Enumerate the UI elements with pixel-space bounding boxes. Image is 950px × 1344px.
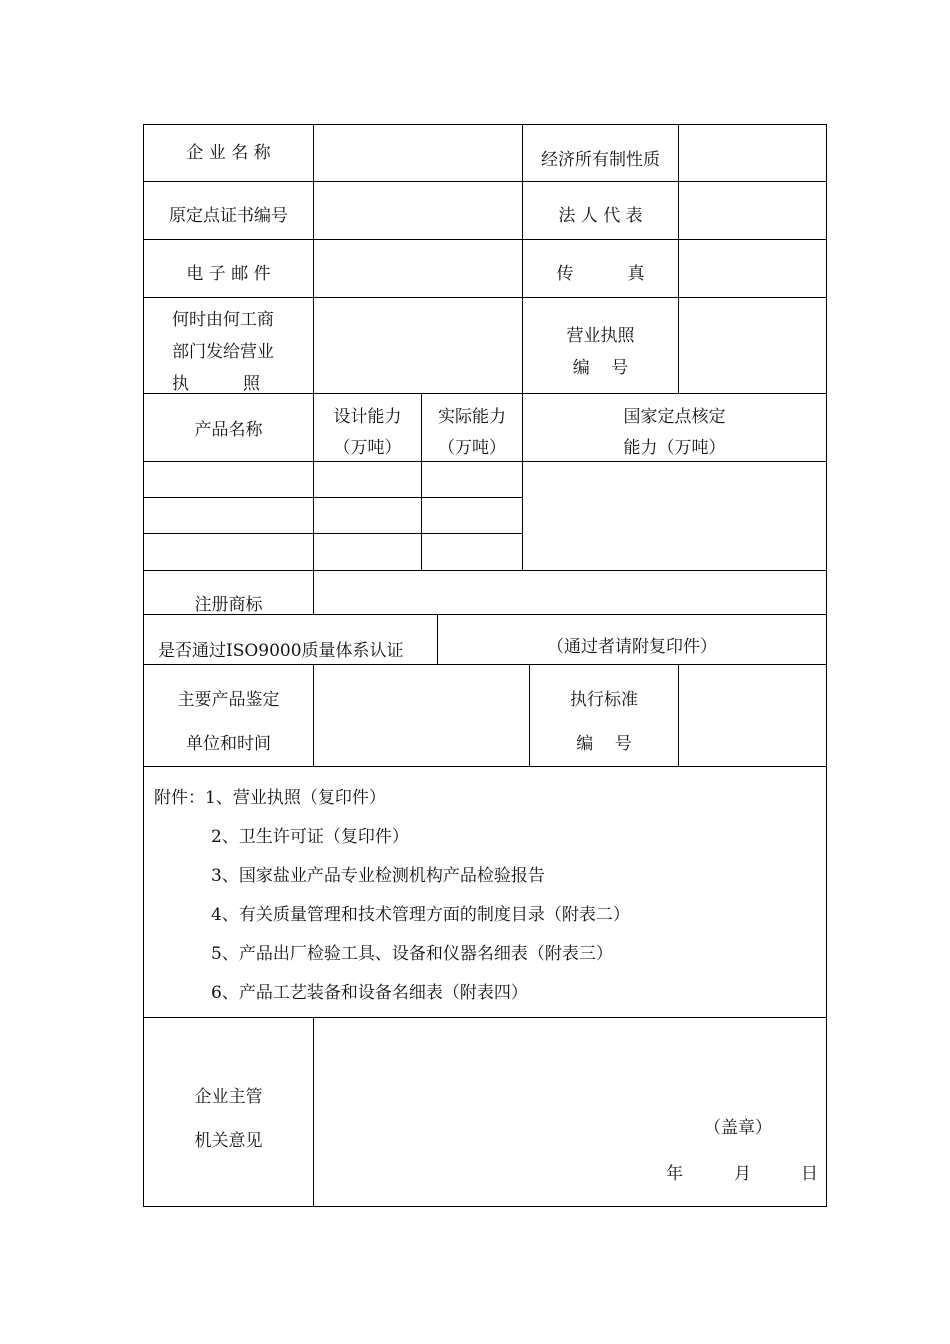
header-product-name: 产品名称 — [194, 420, 263, 440]
attachment-item: 6、产品工艺装备和设备名细表（附表四） — [211, 983, 528, 1003]
attachment-item: 5、产品出厂检验工具、设备和仪器名细表（附表三） — [211, 944, 613, 964]
design-capacity-field-3[interactable] — [313, 533, 422, 571]
label-license-issuer-line1: 何时由何工商 — [172, 310, 274, 330]
fax-field[interactable] — [678, 239, 827, 298]
label-appraisal-line2: 单位和时间 — [186, 734, 271, 754]
label-authority-line2: 机关意见 — [194, 1131, 263, 1151]
standard-field[interactable] — [678, 664, 827, 767]
product-name-field-2[interactable] — [143, 497, 314, 534]
iso-note: （通过者请附复印件） — [547, 637, 717, 657]
authority-opinion-field[interactable] — [313, 1017, 827, 1207]
label-legal-rep-cell — [522, 181, 679, 240]
header-design-capacity-line2: （万吨） — [333, 438, 402, 458]
label-authority-cell — [143, 1017, 314, 1207]
header-national-capacity-line1: 国家定点核定 — [623, 407, 726, 427]
design-capacity-field-2[interactable] — [313, 497, 422, 534]
header-national-capacity-line2: 能力（万吨） — [623, 438, 726, 458]
iso-field[interactable] — [437, 614, 827, 665]
label-company-name: 企 业 名 称 — [186, 143, 271, 163]
header-actual-capacity-cell — [421, 393, 523, 462]
label-license-issuer-cell — [143, 297, 314, 394]
trademark-field[interactable] — [313, 570, 827, 615]
label-trademark: 注册商标 — [194, 595, 263, 615]
actual-capacity-field-3[interactable] — [421, 533, 523, 571]
ownership-field[interactable] — [678, 124, 827, 182]
label-license-no-cell — [522, 297, 679, 394]
license-no-field[interactable] — [678, 297, 827, 394]
label-standard-line1: 执行标准 — [570, 690, 638, 710]
label-email: 电 子 邮 件 — [186, 264, 271, 284]
attachments-cell — [143, 766, 827, 1018]
label-standard-line2: 编 号 — [576, 734, 632, 754]
header-design-capacity-line1: 设计能力 — [333, 407, 402, 427]
header-product-name-cell — [143, 393, 314, 462]
label-trademark-cell — [143, 570, 314, 615]
label-appraisal-line1: 主要产品鉴定 — [177, 690, 280, 710]
label-license-no-line2: 编 号 — [572, 358, 629, 378]
actual-capacity-field-2[interactable] — [421, 497, 523, 534]
header-actual-capacity-line1: 实际能力 — [438, 407, 506, 427]
legal-rep-field[interactable] — [678, 181, 827, 240]
email-field[interactable] — [313, 239, 523, 298]
label-fax: 传 真 — [556, 264, 645, 284]
header-actual-capacity-line2: （万吨） — [438, 438, 506, 458]
actual-capacity-field-1[interactable] — [421, 461, 523, 498]
label-license-issuer-line2: 部门发给营业 — [172, 342, 274, 362]
label-license-issuer-line3: 执 照 — [172, 374, 261, 394]
seal-label: （盖章） — [704, 1118, 772, 1138]
label-cert-no: 原定点证书编号 — [169, 206, 288, 226]
label-email-cell — [143, 239, 314, 298]
date-day: 日 — [801, 1164, 818, 1184]
label-standard-cell — [529, 664, 679, 767]
label-iso-cell — [143, 614, 438, 665]
label-appraisal-cell — [143, 664, 314, 767]
date-year: 年 — [666, 1164, 683, 1184]
label-iso: 是否通过ISO9000质量体系认证 — [158, 641, 404, 661]
label-fax-cell — [522, 239, 679, 298]
header-design-capacity-cell — [313, 393, 422, 462]
design-capacity-field-1[interactable] — [313, 461, 422, 498]
attachment-item: 附件：1、营业执照（复印件） — [154, 788, 386, 808]
label-legal-rep: 法 人 代 表 — [558, 206, 643, 226]
appraisal-field[interactable] — [313, 664, 530, 767]
label-ownership: 经济所有制性质 — [541, 150, 660, 170]
label-ownership-cell — [522, 124, 679, 182]
product-name-field-1[interactable] — [143, 461, 314, 498]
national-capacity-field[interactable] — [522, 461, 827, 571]
label-authority-line1: 企业主管 — [194, 1087, 263, 1107]
header-national-capacity-cell — [522, 393, 827, 462]
attachment-item: 3、国家盐业产品专业检测机构产品检验报告 — [211, 866, 545, 886]
attachment-item: 4、有关质量管理和技术管理方面的制度目录（附表二） — [211, 905, 630, 925]
company-name-field[interactable] — [313, 124, 523, 182]
attachment-item: 2、卫生许可证（复印件） — [211, 827, 409, 847]
cert-no-field[interactable] — [313, 181, 523, 240]
label-company-name-cell — [143, 124, 314, 182]
label-license-no-line1: 营业执照 — [566, 326, 635, 346]
license-issuer-field[interactable] — [313, 297, 523, 394]
label-cert-no-cell — [143, 181, 314, 240]
product-name-field-3[interactable] — [143, 533, 314, 571]
date-month: 月 — [734, 1164, 751, 1184]
